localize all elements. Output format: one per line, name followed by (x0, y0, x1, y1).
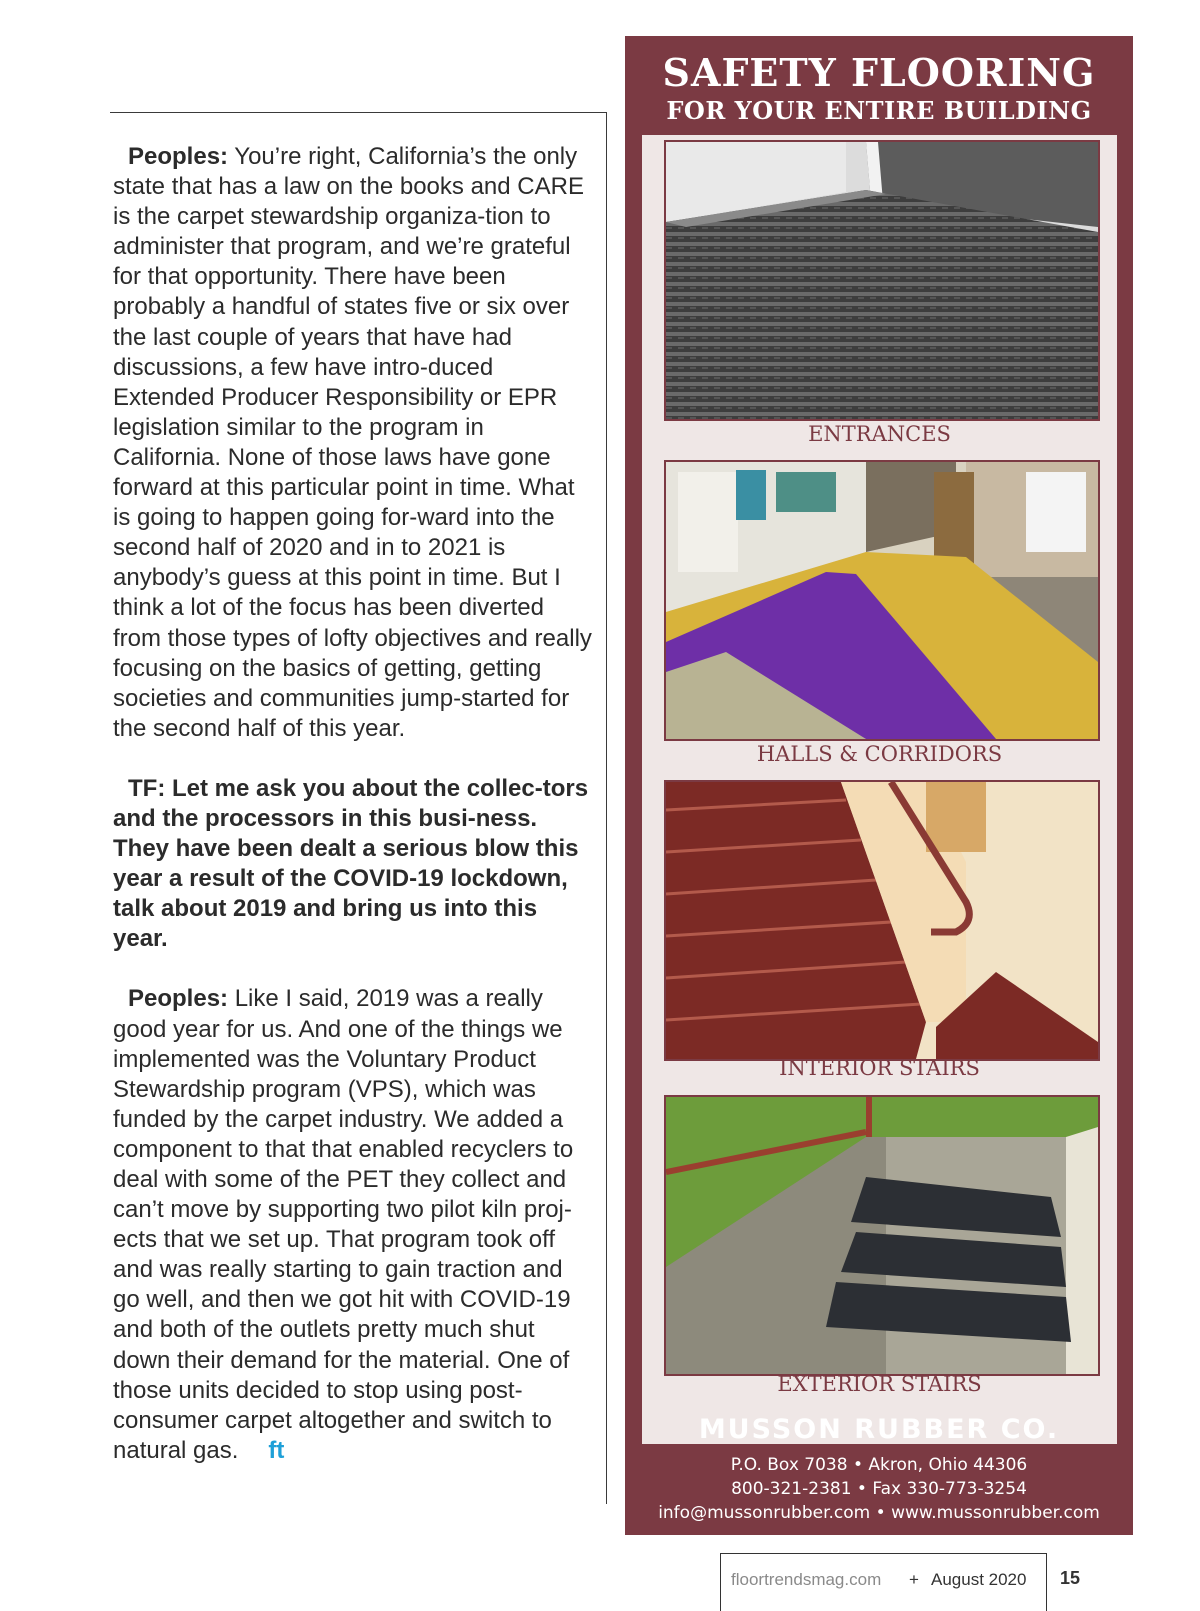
ad-title: SAFETY FLOORING (662, 50, 1096, 95)
column-divider (606, 112, 607, 1504)
caption-entrances: ENTRANCES (808, 422, 951, 446)
page-footer (720, 1553, 1047, 1611)
company-address: P.O. Box 7038 • Akron, Ohio 44306 (730, 1455, 1028, 1475)
photo-halls (664, 460, 1100, 741)
photo-exterior-stairs (664, 1095, 1100, 1376)
speaker-label: Peoples: (128, 143, 229, 170)
end-mark: ft (268, 1436, 285, 1464)
company-web[interactable]: info@mussonrubber.com • www.mussonrubber.com (658, 1503, 1100, 1523)
footer-plus: + (909, 1570, 919, 1589)
interview-question (113, 774, 593, 955)
column-top-rule (110, 112, 607, 113)
answer-text: You’re right, California’s the only state that has a law on the books and CARE is the carpet stewardship organiza-tion to administer that program, and we’re grateful for that opportunity. There have been probably a handful of states five or six over the last couple of years that have had discussions, a few have intro-duced Extended Producer Responsibility or EPR legislation similar to the program in California. None of those laws have gone forward at this particular point in time. What is going to happen going for-ward into the second half of 2020 and in to 2021 is anybody’s guess at this point in time. But I think a lot of the focus has been diverted from those types of lofty objectives and really focusing on the basics of getting, getting societies and communities jump-started for the second half of this year. (113, 143, 592, 742)
caption-interior-stairs: INTERIOR STAIRS (779, 1056, 980, 1080)
ad-subtitle: FOR YOUR ENTIRE BUILDING (666, 96, 1092, 125)
advertisement[interactable] (625, 36, 1133, 1535)
article-column (113, 142, 593, 1496)
question-text: TF: Let me ask you about the collec-tors and the processors in this busi-ness. They have been dealt a serious blow this year a result of the COVID-19 lockdown, talk about 2019 and bring us into this year. (113, 774, 589, 953)
caption-exterior-stairs: EXTERIOR STAIRS (777, 1372, 982, 1396)
speaker-label: Peoples: (128, 985, 229, 1013)
ad-photo-panel (642, 135, 1117, 1444)
photo-entrances (664, 140, 1100, 421)
footer-date: August 2020 (931, 1570, 1027, 1589)
page-number: 15 (1060, 1568, 1081, 1588)
caption-halls-corridors: HALLS & CORRIDORS (756, 742, 1003, 766)
footer-site[interactable]: floortrendsmag.com (731, 1570, 882, 1589)
answer-paragraph-2 (113, 984, 593, 1466)
answer-paragraph-1 (113, 142, 593, 744)
company-name: MUSSON RUBBER CO. (698, 1414, 1060, 1445)
answer-text: Like I said, 2019 was a really good year for us. And one of the things we implemented was the Voluntary Product Stewardship program (VPS), which was funded by the carpet industry. We added a component to that that enabled recyclers to deal with some of the PET they collect and can’t move by supporting two pilot kiln proj-ects that we set up. That program took off and was really starting to gain traction and go well, and then we got hit with COVID-19 and both of the outlets pretty much shut down their demand for the material. One of those units decided to stop using post-consumer carpet altogether and switch to natural gas. (113, 985, 574, 1464)
photo-interior-stairs (664, 780, 1100, 1061)
company-phone: 800-321-2381 • Fax 330-773-3254 (731, 1479, 1027, 1499)
